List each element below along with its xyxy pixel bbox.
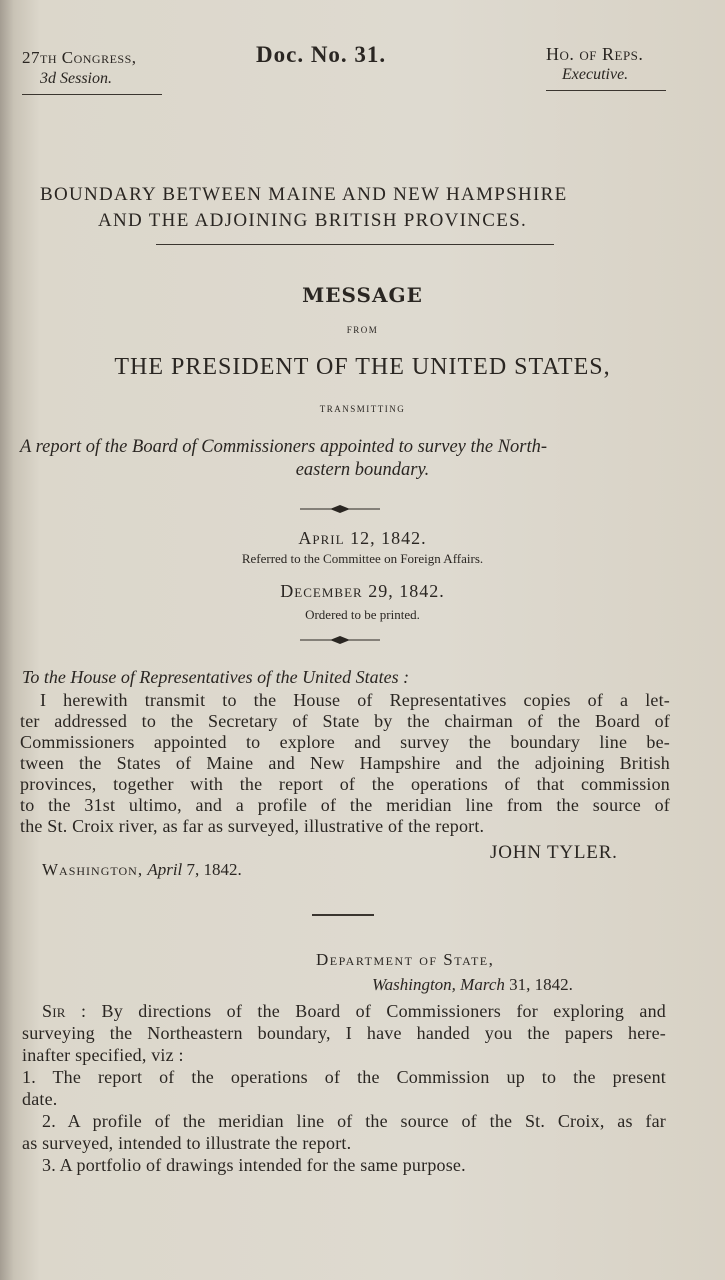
signature: JOHN TYLER. [490, 842, 618, 863]
from-label: FROM [346, 325, 379, 335]
congress-label: 27th Congress, [22, 48, 137, 67]
department-line: inafter specified, viz : [22, 1045, 184, 1065]
letter-line: provinces, together with the report of the operations of that commission [20, 774, 670, 794]
department-place: Washington, [372, 975, 456, 994]
ornament-divider-2 [300, 635, 380, 645]
letter-line: tween the States of Maine and New Hampshire and the adjoining British [20, 753, 670, 773]
letter-line: the St. Croix river, as far as surveyed, illustrative of the report. [20, 816, 485, 836]
letter-line: Commissioners appointed to explore and survey the boundary line be- [20, 732, 670, 752]
letter-place: Washington, [42, 860, 144, 879]
department-line-text: By directions of the Board of Commissioners for exploring and [101, 1001, 667, 1021]
list-item: 3. A portfolio of drawings intended for the same purpose. [42, 1155, 466, 1175]
department-dateline [372, 975, 573, 995]
title-line-2: AND THE ADJOINING BRITISH PROVINCES. [98, 210, 528, 231]
house-label: Ho. of Reps. [546, 44, 644, 64]
department-salutation: Sir : [42, 1001, 87, 1021]
letter-date-rest: 7, 1842. [186, 860, 242, 879]
date-december: December 29, 1842. [280, 581, 445, 601]
branch-label: Executive. [562, 66, 629, 83]
list-item-continuation: date. [22, 1089, 58, 1109]
message-heading: MESSAGE [302, 283, 423, 307]
referral-note: Referred to the Committee on Foreign Affairs. [241, 551, 484, 566]
letter-line: ter addressed to the Secretary of State by the chairman of the Board of [20, 711, 670, 731]
letter-body [20, 690, 670, 837]
date-april: April 12, 1842. [298, 528, 427, 548]
list-item: 2. A profile of the meridian line of the source of the St. Croix, as far [42, 1111, 666, 1131]
department-date-month: March [460, 975, 505, 994]
department-name: Department of State, [316, 950, 495, 969]
department-line: surveying the Northeastern boundary, I have handed you the papers here- [22, 1023, 666, 1043]
print-note: Ordered to be printed. [305, 607, 420, 622]
letter-dateline [42, 860, 242, 880]
list-item: 1. The report of the operations of the Commission up to the present [22, 1067, 666, 1087]
department-body [22, 1000, 666, 1176]
subject-line-2: eastern boundary. [295, 460, 430, 480]
section-divider [312, 914, 374, 916]
transmitting-label: TRANSMITTING [319, 404, 406, 414]
letter-line: I herewith transmit to the House of Representatives copies of a let- [40, 690, 670, 710]
list-item-continuation: as surveyed, intended to illustrate the report. [22, 1133, 352, 1153]
session-label: 3d Session. [40, 70, 112, 87]
title-line-1: BOUNDARY BETWEEN MAINE AND NEW HAMPSHIRE [40, 184, 568, 205]
letter-salutation: To the House of Representatives of the United States : [22, 667, 410, 687]
letter-line: to the 31st ultimo, and a profile of the meridian line from the source of [20, 795, 670, 815]
header-rule-right [546, 90, 666, 91]
title-rule [156, 244, 554, 245]
subject-line-1: A report of the Board of Commissioners appointed to survey the North- [20, 437, 548, 457]
doc-number: Doc. No. 31. [256, 42, 387, 67]
ornament-divider-1 [300, 504, 380, 514]
header-rule-left [22, 94, 162, 95]
department-line [22, 1000, 666, 1022]
letter-date-month: April [147, 860, 183, 879]
president-line: THE PRESIDENT OF THE UNITED STATES, [114, 354, 611, 380]
department-date-rest: 31, 1842. [509, 975, 573, 994]
